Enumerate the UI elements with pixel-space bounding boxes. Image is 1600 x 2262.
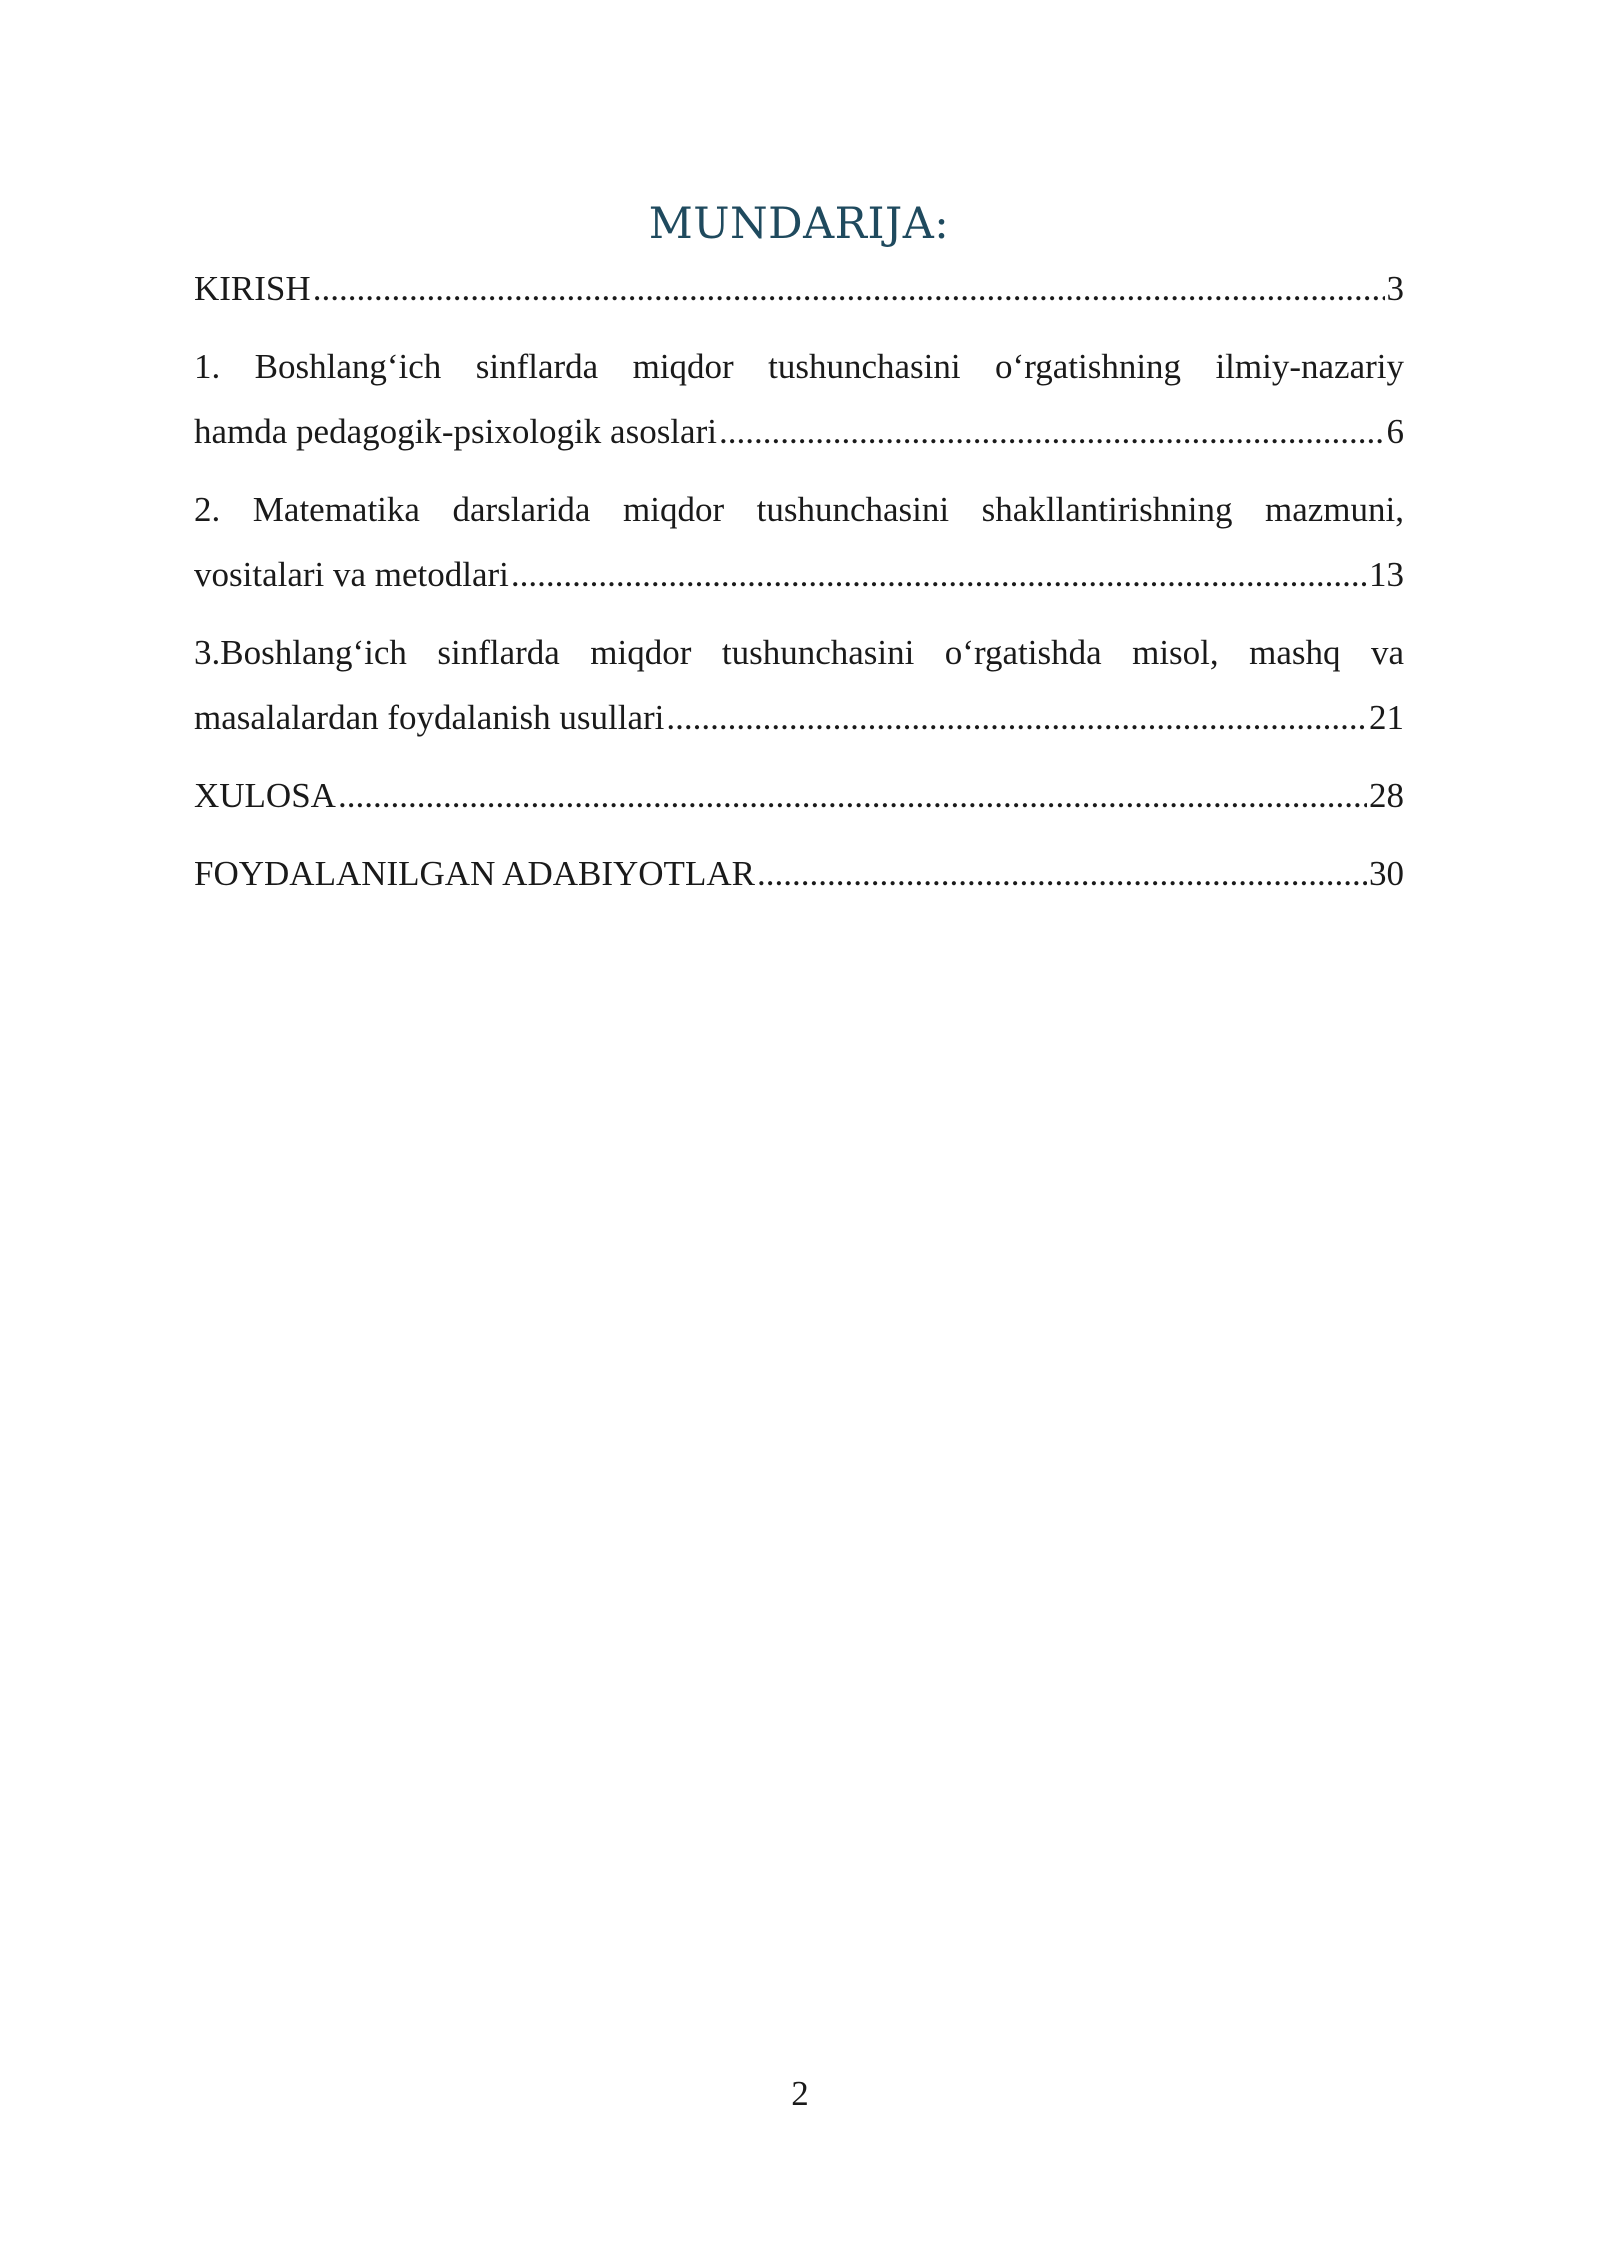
page-number: 2 (791, 2074, 809, 2113)
toc-entry-page-number: 30 (1369, 854, 1404, 893)
toc-entry-line (194, 841, 1404, 906)
toc-entry-line (194, 685, 1404, 750)
dot-leader (666, 685, 1367, 750)
toc-entry-title-line-1: 1. Boshlang‘ich sinflarda miqdor tushunchasini o‘rgatishning ilmiy-nazariy (194, 347, 1404, 386)
toc-entry-page-number: 3 (1386, 269, 1404, 308)
toc-list (194, 256, 1404, 906)
toc-entry-chapter-1[interactable] (194, 334, 1404, 464)
dot-leader (338, 763, 1367, 828)
toc-entry-title: KIRISH (194, 269, 311, 308)
dot-leader (719, 399, 1385, 464)
toc-entry-references[interactable] (194, 841, 1404, 906)
toc-entry-title-line-1: 2. Matematika darslarida miqdor tushunchasini shakllantirishning mazmuni, (194, 490, 1404, 529)
toc-entry-title: FOYDALANILGAN ADABIYOTLAR (194, 854, 755, 893)
toc-entry-chapter-2[interactable] (194, 477, 1404, 607)
toc-entry-kirish[interactable] (194, 256, 1404, 321)
toc-entry-title: XULOSA (194, 776, 336, 815)
toc-entry-title-line-2: masalalardan foydalanish usullari (194, 698, 665, 737)
toc-entry-title-line-2: hamda pedagogik-psixologik asoslari (194, 412, 717, 451)
toc-entry-page-number: 13 (1369, 555, 1404, 594)
toc-entry-page-number: 21 (1369, 698, 1404, 737)
toc-title: MUNDARIJA: (648, 199, 950, 249)
toc-entry-chapter-3[interactable] (194, 620, 1404, 750)
dot-leader (313, 256, 1385, 321)
toc-entry-title-line-1: 3.Boshlang‘ich sinflarda miqdor tushunchasini o‘rgatishda misol, mashq va (194, 633, 1404, 672)
dot-leader (511, 542, 1367, 607)
toc-entry-line (194, 399, 1404, 464)
toc-entry-title-line-2: vositalari va metodlari (194, 555, 509, 594)
table-of-contents (194, 196, 1404, 919)
toc-entry-line (194, 763, 1404, 828)
toc-entry-page-number: 6 (1386, 412, 1404, 451)
dot-leader (757, 841, 1367, 906)
toc-entry-line (194, 256, 1404, 321)
toc-entry-line (194, 542, 1404, 607)
toc-entry-page-number: 28 (1369, 776, 1404, 815)
toc-entry-xulosa[interactable] (194, 763, 1404, 828)
